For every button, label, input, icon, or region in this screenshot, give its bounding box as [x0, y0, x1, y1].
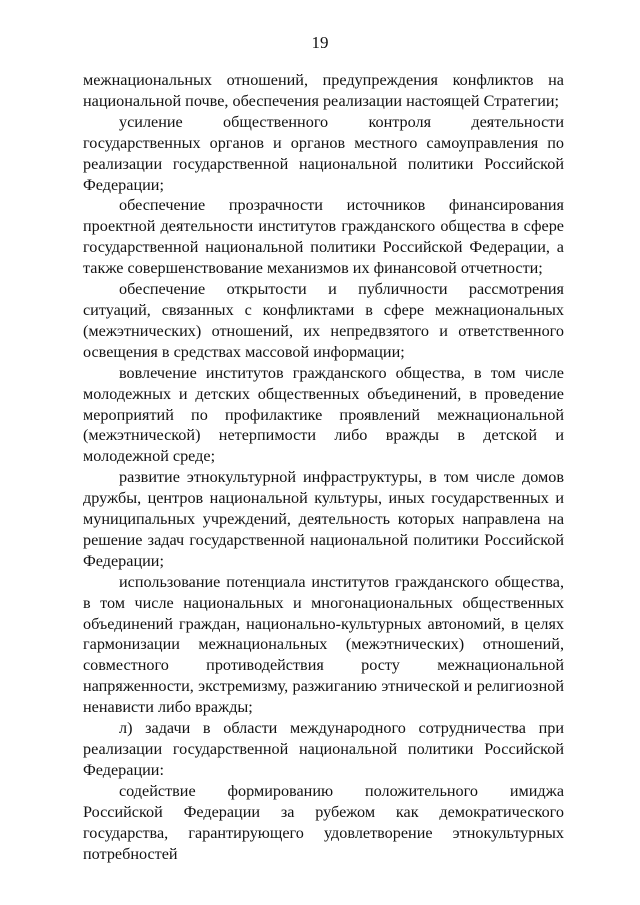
paragraph-positive-image: содействие формированию положительного имиджа Российской Федерации за рубежом как демократического государства, гарантирующего удовлетворение этнокультурных потребностей [83, 781, 564, 863]
page-number: 19 [311, 33, 329, 52]
paragraph-civil-society-potential: использование потенциала институтов гражданского общества, в том числе национальных и многонациональных общественных объединений граждан, национально-культурных автономий, в целях гармонизации межнациональных (межэтнических) отношений, совместного противодействия росту межнациональной напряженности, экстремизму, разжиганию этнической и религиозной ненависти либо вражды; [83, 572, 564, 717]
paragraph-funding-transparency: обеспечение прозрачности источников финансирования проектной деятельности институтов гражданского общества в сфере государственной национальной политики Российской Федерации, а также совершенствование механизмов их финансовой отчетности; [83, 196, 564, 278]
paragraph-continuation: межнациональных отношений, предупреждения конфликтов на национальной почве, обеспечения реализации настоящей Стратегии; [83, 71, 564, 110]
paragraph-public-control: усиление общественного контроля деятельности государственных органов и органов местного самоуправления по реализации государственной национальной политики Российской Федерации; [83, 112, 564, 194]
paragraph-ethnocultural-infrastructure: развитие этнокультурной инфраструктуры, в том числе домов дружбы, центров национальной культуры, иных государственных и муниципальных учреждений, деятельность которых направлена на решение задач государственной национальной политики Российской Федерации; [83, 468, 564, 570]
paragraph-civil-society-involvement: вовлечение институтов гражданского общества, в том числе молодежных и детских общественных объединений, в проведение мероприятий по профилактике проявлений межнациональной (межэтнической) нетерпимости либо вражды в детской и молодежной среде; [83, 363, 564, 466]
document-body [83, 70, 564, 864]
paragraph-international-cooperation: л) задачи в области международного сотрудничества при реализации государственной национальной политики Российской Федерации: [83, 719, 564, 779]
paragraph-conflict-openness: обеспечение открытости и публичности рассмотрения ситуаций, связанных с конфликтами в сфере межнациональных (межэтнических) отношений, их непредвзятого и ответственного освещения в средствах массовой информации; [83, 280, 564, 361]
